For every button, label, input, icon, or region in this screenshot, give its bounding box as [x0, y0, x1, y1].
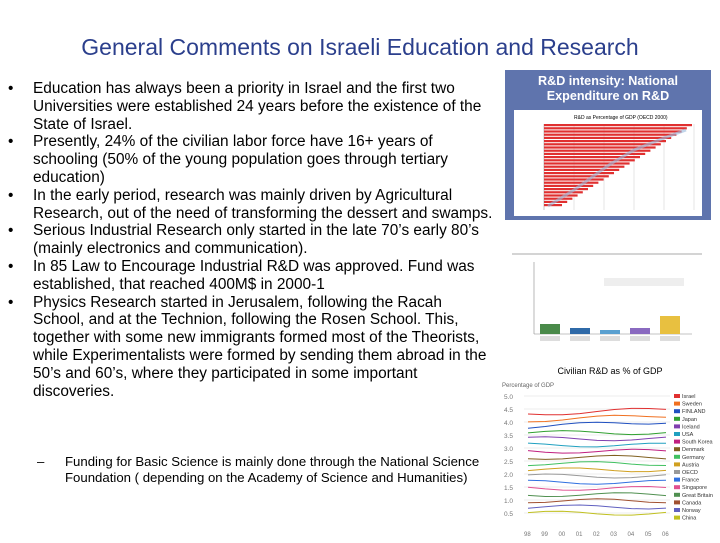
- bullet-marker: •: [8, 80, 14, 97]
- legend-swatch: [674, 478, 680, 482]
- rd-bar: [544, 134, 676, 136]
- legend-label: Canada: [682, 500, 702, 507]
- x-tick-label: 01: [575, 532, 583, 538]
- legend-swatch: [674, 440, 680, 444]
- bar: [600, 330, 620, 334]
- rd-bar: [544, 175, 609, 177]
- bullet-text: In 85 Law to Encourage Industrial R&D was approved. Fund was established, that reached 400M$ in 2000-1: [33, 257, 475, 293]
- bullet-text: Education has always been a priority in Israel and the first two Universities were established 24 years before the existence of the State of Israel.: [33, 80, 482, 133]
- legend-swatch: [674, 402, 680, 406]
- series-line: [528, 415, 666, 422]
- category-label-box: [540, 336, 560, 341]
- series-line: [528, 408, 666, 414]
- series-line: [528, 499, 666, 503]
- slide-title: General Comments on Israeli Education and Research: [81, 34, 639, 60]
- y-axis-label: Percentage of GDP: [502, 383, 555, 389]
- series-line: [528, 462, 666, 466]
- x-tick-label: 05: [644, 532, 652, 538]
- x-tick-labels: [524, 532, 669, 538]
- legend-label: OECD: [682, 470, 698, 476]
- y-tick-label: 1.5: [504, 485, 514, 492]
- series-line: [528, 437, 666, 441]
- bar: [570, 328, 590, 334]
- y-tick-label: 1.0: [504, 498, 514, 505]
- bullet-text: Presently, 24% of the civilian labor force have 16+ years of schooling (50% of the young population goes through tertiary education): [33, 133, 448, 186]
- category-label-box: [570, 336, 590, 341]
- legend-swatch: [674, 485, 680, 489]
- sub-bullet-text: Funding for Basic Science is mainly done through the National Science Foundation ( depending on the Academy of Science and Humanities): [65, 454, 480, 485]
- rd-bar: [544, 172, 614, 174]
- series-line: [528, 443, 666, 447]
- bullet-text: Serious Industrial Research only started in the late 70’s early 80’s (mainly electronics and communication).: [33, 222, 480, 258]
- legend-label: Singapore: [682, 485, 708, 492]
- legend: [674, 394, 714, 522]
- legend-label: Norway: [682, 508, 701, 514]
- bullet-item: [8, 258, 494, 294]
- legend-label: FINLAND: [682, 409, 706, 416]
- rd-bar: [544, 191, 583, 193]
- civilian-rd-chart: [512, 248, 702, 360]
- rd-bar: [544, 137, 671, 139]
- rd-bar: [544, 169, 619, 171]
- series-lines: [528, 408, 666, 515]
- legend-swatch: [674, 409, 680, 413]
- series-line: [528, 468, 666, 472]
- rd-intensity-figure: [505, 70, 711, 220]
- x-tick-label: 04: [627, 532, 635, 538]
- rd-bar: [544, 178, 604, 180]
- bullet-list: [8, 80, 494, 400]
- legend-swatch: [674, 493, 680, 497]
- x-tick-label: 98: [524, 532, 531, 538]
- x-tick-label: 02: [593, 532, 600, 538]
- legend-label: Sweden: [682, 401, 702, 408]
- y-tick-label: 4.0: [504, 420, 514, 427]
- bar: [660, 316, 680, 334]
- legend-swatch: [674, 470, 680, 474]
- series-line: [528, 474, 666, 478]
- series-line: [528, 455, 666, 459]
- rd-intensity-figure-title: [505, 74, 711, 104]
- rd-chart-subtitle: R&D as Percentage of GDP (OECD 2000): [574, 115, 668, 121]
- legend-swatch: [674, 462, 680, 466]
- series-line: [528, 493, 666, 497]
- y-tick-label: 5.0: [504, 394, 514, 401]
- sub-bullet-marker: –: [37, 454, 45, 469]
- series-line: [528, 449, 666, 453]
- x-tick-label: 00: [558, 532, 566, 538]
- series-line: [528, 505, 666, 509]
- y-tick-label: 2.0: [504, 472, 514, 479]
- category-label-box: [600, 336, 620, 341]
- series-line: [528, 431, 666, 435]
- rd-bar: [544, 127, 687, 129]
- legend-label: Great Britain: [682, 492, 713, 499]
- x-tick-label: 03: [610, 532, 617, 538]
- legend-label: Denmark: [682, 447, 705, 454]
- legend-label: USA: [682, 432, 694, 438]
- legend-swatch: [674, 516, 680, 520]
- bullet-marker: •: [8, 133, 14, 151]
- legend-swatch: [674, 508, 680, 512]
- rd-bar-chart: [514, 110, 702, 216]
- y-tick-label: 2.5: [504, 459, 514, 466]
- legend-swatch: [674, 394, 680, 398]
- bullet-item: [8, 80, 494, 133]
- civilian-rd-figure: [512, 248, 702, 360]
- rd-title-line2: Expenditure on R&D: [546, 89, 670, 103]
- x-tick-label: 06: [662, 532, 669, 538]
- rd-title-line1: R&D intensity: National: [538, 74, 678, 88]
- legend-label: Germany: [682, 454, 705, 461]
- category-label-box: [660, 336, 680, 341]
- legend-label: Austria: [682, 462, 700, 469]
- legend-label: South Korea: [682, 439, 713, 446]
- legend-label: Israel: [682, 394, 696, 400]
- y-tick-label: 3.0: [504, 446, 514, 453]
- legend-label: France: [682, 477, 700, 484]
- rd-bar: [544, 162, 630, 164]
- civilian-rd-caption: Civilian R&D as % of GDP: [557, 366, 663, 376]
- rd-line-chart: [502, 378, 720, 538]
- legend-swatch: [674, 424, 680, 428]
- category-label-box: [630, 336, 650, 341]
- legend-label: China: [682, 515, 697, 522]
- sub-bullet: [37, 454, 497, 486]
- y-tick-label: 3.5: [504, 433, 514, 440]
- bullet-marker: •: [8, 186, 14, 204]
- legend-label: Iceland: [682, 424, 700, 431]
- series-line: [528, 480, 666, 484]
- bullet-item: [8, 187, 494, 223]
- bullet-text: Physics Research started in Jerusalem, following the Racah School, and at the Technion, following the Rosen School. This, together with some new immigrants formed most of the Theorists, while Experimentalists were formed by sending them abroad in the 50’s and 60’s, where they participated in some important discoveries.: [33, 293, 487, 400]
- rd-bar: [544, 159, 635, 161]
- bullet-item: [8, 294, 494, 401]
- legend-label: Japan: [682, 416, 697, 423]
- legend-swatch: [674, 500, 680, 504]
- rd-bar: [544, 188, 588, 190]
- legend-swatch: [674, 447, 680, 451]
- rd-bar: [544, 124, 692, 126]
- legend-swatch: [674, 417, 680, 421]
- bullet-marker: •: [8, 293, 14, 311]
- legend-swatch: [674, 432, 680, 436]
- rd-bar: [544, 166, 624, 168]
- bar: [630, 328, 650, 334]
- bullet-item: [8, 133, 494, 186]
- rd-line-chart-figure: [502, 378, 720, 538]
- series-line: [528, 422, 666, 428]
- chart-note-box: [604, 278, 684, 286]
- bullet-marker: •: [8, 257, 14, 275]
- y-tick-label: 0.5: [504, 511, 514, 518]
- bullet-marker: •: [8, 222, 14, 240]
- rd-bar-chart-svg: [514, 110, 702, 216]
- x-tick-label: 99: [541, 532, 548, 538]
- rd-bar: [544, 185, 593, 187]
- rd-bar: [544, 182, 598, 184]
- legend-swatch: [674, 455, 680, 459]
- rd-bar: [544, 194, 578, 196]
- rd-bar: [544, 130, 682, 132]
- bar: [540, 324, 560, 334]
- bullet-item: [8, 222, 494, 258]
- bullet-text: In the early period, research was mainly driven by Agricultural Research, out of the need of transforming the dessert and swamps.: [33, 186, 493, 222]
- rd-bar: [544, 140, 666, 142]
- y-tick-label: 4.5: [504, 407, 514, 414]
